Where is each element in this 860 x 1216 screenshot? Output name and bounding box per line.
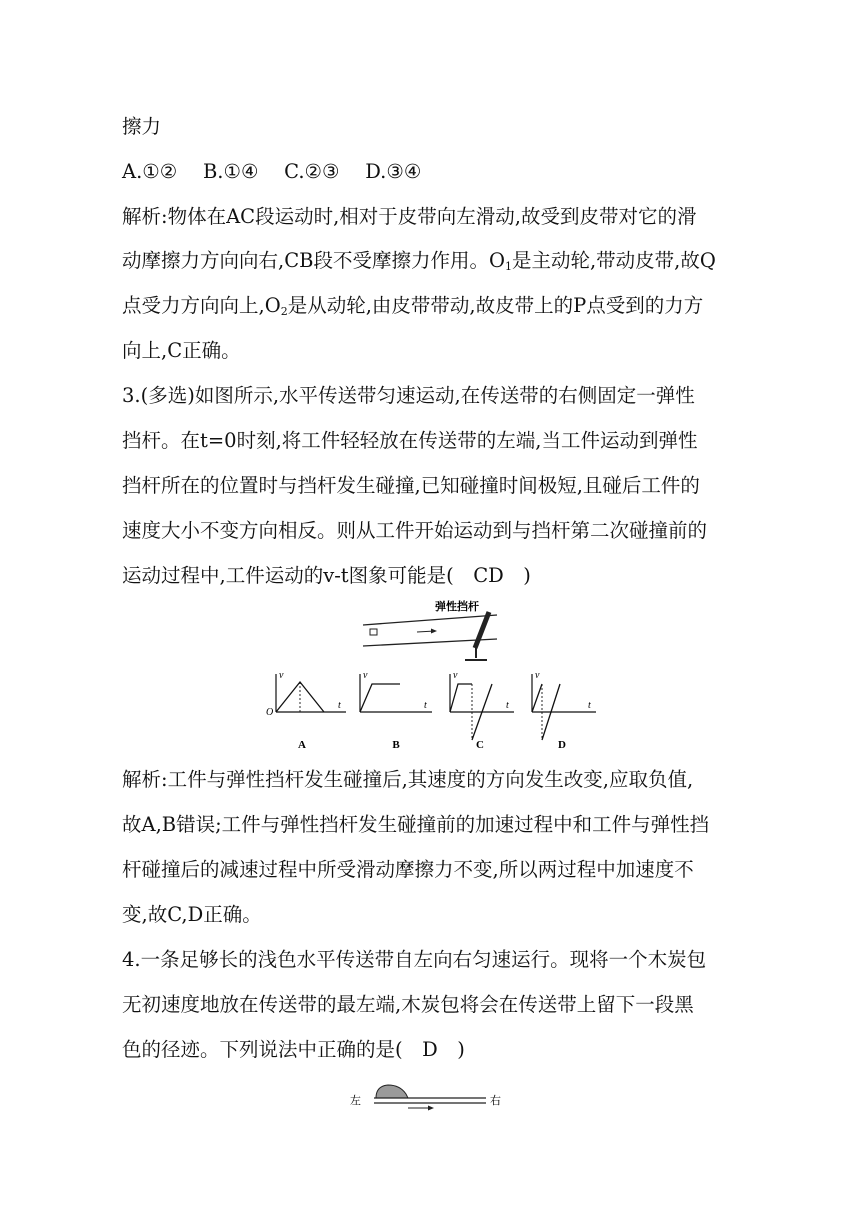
question4-line-1: 4.一条足够长的浅色水平传送带自左向右匀速运行。现将一个木炭包 bbox=[122, 948, 707, 971]
charcoal-figure bbox=[350, 1080, 510, 1114]
graph-c bbox=[450, 670, 514, 751]
c-velocity-line bbox=[450, 684, 472, 712]
right-label: 右 bbox=[490, 1095, 501, 1107]
graph-d-label: D bbox=[558, 739, 566, 751]
elastic-rod bbox=[475, 612, 489, 648]
question3-line-2: 挡杆。在t=0时刻,将工件轻轻放在传送带的左端,当工件运动到弹性 bbox=[122, 429, 698, 452]
vt-graphs-figure bbox=[262, 668, 602, 754]
question3-line-4: 速度大小不变方向相反。则从工件开始运动到与挡杆第二次碰撞前的 bbox=[122, 519, 708, 542]
conveyor-figure bbox=[355, 598, 515, 668]
question3-line-3: 挡杆所在的位置时与挡杆发生碰撞,已知碰撞时间极短,且碰后工件的 bbox=[122, 474, 700, 497]
subscript: 2 bbox=[280, 305, 288, 318]
arrow-head bbox=[428, 1106, 434, 1111]
arrow-head bbox=[431, 629, 437, 634]
b-velocity-line bbox=[360, 684, 400, 712]
t-axis-label: t bbox=[338, 700, 341, 711]
graph-b-label: B bbox=[392, 739, 400, 751]
text-segment: 是从动轮,由皮带带动,故皮带上的P点受到的力方 bbox=[287, 294, 704, 317]
question4-line-3: 色的径迹。下列说法中正确的是( D ) bbox=[122, 1038, 465, 1061]
analysis-line-3 bbox=[122, 294, 703, 324]
text-segment: 点受力方向向上,O bbox=[122, 294, 281, 317]
question3-line-1: 3.(多选)如图所示,水平传送带匀速运动,在传送带的右侧固定一弹性 bbox=[122, 384, 695, 407]
workpiece-box bbox=[370, 629, 377, 635]
t-axis-label: t bbox=[506, 700, 509, 711]
text-line-1: 擦力 bbox=[122, 115, 162, 138]
rod-label: 弹性挡杆 bbox=[435, 601, 479, 613]
analysis3-line-4: 变,故C,D正确。 bbox=[122, 903, 262, 926]
v-axis-label: v bbox=[453, 670, 458, 681]
graph-a-label: A bbox=[298, 739, 306, 751]
question4-line-2: 无初速度地放在传送带的最左端,木炭包将会在传送带上留下一段黑 bbox=[122, 993, 694, 1016]
v-axis-label: v bbox=[279, 670, 284, 681]
charcoal-bag bbox=[376, 1085, 408, 1098]
graph-c-label: C bbox=[476, 739, 484, 751]
t-axis-label: t bbox=[588, 700, 591, 711]
analysis3-line-2: 故A,B错误;工件与弹性挡杆发生碰撞前的加速过程中和工件与弹性挡 bbox=[122, 813, 710, 836]
analysis3-line-1: 解析:工件与弹性挡杆发生碰撞后,其速度的方向发生改变,应取负值, bbox=[122, 768, 694, 791]
analysis3-line-3: 杆碰撞后的减速过程中所受滑动摩擦力不变,所以两过程中加速度不 bbox=[122, 858, 694, 881]
graph-d bbox=[532, 670, 596, 751]
t-axis-label: t bbox=[424, 700, 427, 711]
graph-a bbox=[266, 670, 346, 751]
analysis-line-4: 向上,C正确。 bbox=[122, 339, 241, 362]
d-velocity-line bbox=[532, 684, 542, 712]
subscript: 1 bbox=[504, 260, 512, 273]
graph-b bbox=[360, 670, 432, 751]
question3-line-5: 运动过程中,工件运动的v-t图象可能是( CD ) bbox=[122, 564, 531, 587]
v-axis-label: v bbox=[535, 670, 540, 681]
options-line: A.①② B.①④ C.②③ D.③④ bbox=[122, 160, 422, 183]
origin-label: O bbox=[266, 707, 274, 718]
analysis-line-2 bbox=[122, 249, 716, 279]
analysis-line-1: 解析:物体在AC段运动时,相对于皮带向左滑动,故受到皮带对它的滑 bbox=[122, 205, 697, 228]
text-segment: 是主动轮,带动皮带,故Q bbox=[511, 249, 716, 272]
v-axis-label: v bbox=[363, 670, 368, 681]
belt-top-line bbox=[363, 615, 497, 625]
left-label: 左 bbox=[350, 1095, 361, 1107]
text-segment: 动摩擦力方向向右,CB段不受摩擦力作用。O bbox=[122, 249, 505, 272]
